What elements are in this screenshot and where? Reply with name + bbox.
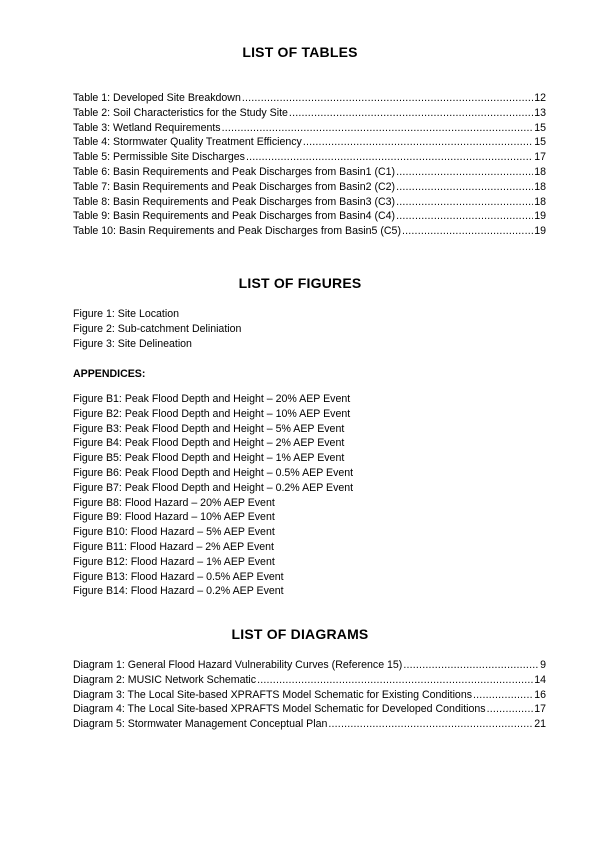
diagram-entry[interactable] bbox=[73, 673, 546, 688]
table-entry[interactable] bbox=[73, 121, 546, 136]
figure-entry[interactable]: Figure 2: Sub-catchment Deliniation bbox=[73, 322, 242, 335]
table-entry-title: Table 9: Basin Requirements and Peak Discharges from Basin4 (C4) bbox=[73, 210, 396, 223]
table-entry[interactable] bbox=[73, 180, 546, 195]
table-entry[interactable] bbox=[73, 135, 546, 150]
table-entry[interactable] bbox=[73, 150, 546, 165]
diagram-entry[interactable] bbox=[73, 688, 546, 703]
table-entry-title: Table 8: Basin Requirements and Peak Discharges from Basin3 (C3) bbox=[73, 195, 396, 208]
dot-leader bbox=[257, 673, 533, 688]
table-entry-page: 19 bbox=[534, 225, 546, 238]
diagram-entry[interactable] bbox=[73, 702, 546, 717]
appendix-figure-entry[interactable]: Figure B4: Peak Flood Depth and Height – 2% AEP Event bbox=[73, 437, 345, 450]
appendix-figure-entry[interactable]: Figure B10: Flood Hazard – 5% AEP Event bbox=[73, 526, 275, 539]
table-entry[interactable] bbox=[73, 106, 546, 121]
table-entry-page: 12 bbox=[534, 92, 546, 104]
table-entry-page: 15 bbox=[534, 136, 546, 149]
appendix-figure-entry[interactable]: Figure B5: Peak Flood Depth and Height – 1% AEP Event bbox=[73, 452, 345, 465]
table-entry-title: Table 4: Stormwater Quality Treatment Efficiency bbox=[73, 136, 302, 149]
table-entry[interactable] bbox=[73, 91, 546, 106]
list-of-diagrams-heading: LIST OF DIAGRAMS bbox=[231, 626, 369, 642]
dot-leader bbox=[396, 209, 533, 224]
table-entry[interactable] bbox=[73, 224, 546, 239]
table-entry-page: 15 bbox=[534, 121, 546, 134]
dot-leader bbox=[403, 658, 539, 673]
diagram-entry-page: 21 bbox=[534, 718, 546, 731]
appendix-figure-entry[interactable]: Figure B1: Peak Flood Depth and Height – 20% AEP Event bbox=[73, 393, 351, 405]
dot-leader bbox=[289, 106, 533, 121]
table-entry[interactable] bbox=[73, 209, 546, 224]
dot-leader bbox=[402, 224, 533, 239]
appendices-list bbox=[73, 392, 546, 599]
table-entry-page: 19 bbox=[534, 210, 546, 223]
dot-leader bbox=[473, 688, 533, 703]
appendices-heading: APPENDICES: bbox=[73, 368, 146, 380]
diagrams-list bbox=[73, 658, 546, 732]
diagram-entry-page: 16 bbox=[534, 688, 546, 701]
table-entry-title: Table 3: Wetland Requirements bbox=[73, 121, 221, 134]
dot-leader bbox=[303, 135, 533, 150]
appendix-figure-entry[interactable]: Figure B13: Flood Hazard – 0.5% AEP Event bbox=[73, 570, 284, 583]
diagram-entry-title: Diagram 5: Stormwater Management Conceptual Plan bbox=[73, 718, 328, 731]
diagram-entry-page: 9 bbox=[540, 659, 546, 671]
diagram-entry-title: Diagram 4: The Local Site-based XPRAFTS Model Schematic for Developed Conditions bbox=[73, 703, 486, 716]
dot-leader bbox=[242, 91, 533, 106]
appendix-figure-entry[interactable]: Figure B3: Peak Flood Depth and Height – 5% AEP Event bbox=[73, 422, 345, 435]
table-entry-page: 13 bbox=[534, 106, 546, 119]
dot-leader bbox=[396, 195, 533, 210]
dot-leader bbox=[396, 180, 533, 195]
table-entry-title: Table 2: Soil Characteristics for the Study Site bbox=[73, 106, 288, 119]
table-entry-page: 17 bbox=[534, 151, 546, 164]
dot-leader bbox=[328, 717, 533, 732]
figures-list bbox=[73, 307, 546, 351]
table-entry-title: Table 5: Permissible Site Discharges bbox=[73, 151, 245, 164]
diagram-entry-title: Diagram 2: MUSIC Network Schematic bbox=[73, 673, 257, 686]
dot-leader bbox=[246, 150, 533, 165]
table-entry-title: Table 7: Basin Requirements and Peak Discharges from Basin2 (C2) bbox=[73, 180, 396, 193]
table-entry-title: Table 10: Basin Requirements and Peak Discharges from Basin5 (C5) bbox=[73, 225, 401, 238]
list-of-figures-heading: LIST OF FIGURES bbox=[238, 275, 362, 291]
diagram-entry[interactable] bbox=[73, 658, 546, 673]
tables-list bbox=[73, 91, 546, 239]
appendix-figure-entry[interactable]: Figure B2: Peak Flood Depth and Height – 10% AEP Event bbox=[73, 407, 351, 420]
appendix-figure-entry[interactable]: Figure B14: Flood Hazard – 0.2% AEP Event bbox=[73, 585, 284, 598]
appendix-figure-entry[interactable]: Figure B6: Peak Flood Depth and Height – 0.5% AEP Event bbox=[73, 466, 354, 479]
appendix-figure-entry[interactable]: Figure B8: Flood Hazard – 20% AEP Event bbox=[73, 496, 275, 509]
table-entry[interactable] bbox=[73, 195, 546, 210]
table-entry-page: 18 bbox=[534, 180, 546, 193]
dot-leader bbox=[396, 165, 533, 180]
table-entry-page: 18 bbox=[534, 195, 546, 208]
appendix-figure-entry[interactable]: Figure B9: Flood Hazard – 10% AEP Event bbox=[73, 511, 275, 524]
appendix-figure-entry[interactable]: Figure B7: Peak Flood Depth and Height – 0.2% AEP Event bbox=[73, 481, 354, 494]
diagram-entry-page: 14 bbox=[534, 673, 546, 686]
diagram-entry[interactable] bbox=[73, 717, 546, 732]
appendix-figure-entry[interactable]: Figure B12: Flood Hazard – 1% AEP Event bbox=[73, 555, 275, 568]
table-entry[interactable] bbox=[73, 165, 546, 180]
diagram-entry-page: 17 bbox=[534, 703, 546, 716]
appendix-figure-entry[interactable]: Figure B11: Flood Hazard – 2% AEP Event bbox=[73, 540, 275, 553]
dot-leader bbox=[222, 121, 534, 136]
diagram-entry-title: Diagram 1: General Flood Hazard Vulnerability Curves (Reference 15) bbox=[73, 659, 403, 671]
figure-entry[interactable]: Figure 3: Site Delineation bbox=[73, 337, 192, 350]
figure-entry[interactable]: Figure 1: Site Location bbox=[73, 308, 179, 320]
diagram-entry-title: Diagram 3: The Local Site-based XPRAFTS Model Schematic for Existing Conditions bbox=[73, 688, 473, 701]
table-entry-title: Table 6: Basin Requirements and Peak Discharges from Basin1 (C1) bbox=[73, 165, 396, 178]
table-entry-title: Table 1: Developed Site Breakdown bbox=[73, 92, 241, 104]
dot-leader bbox=[487, 702, 534, 717]
list-of-tables-heading: LIST OF TABLES bbox=[242, 44, 358, 60]
table-entry-page: 18 bbox=[534, 165, 546, 178]
